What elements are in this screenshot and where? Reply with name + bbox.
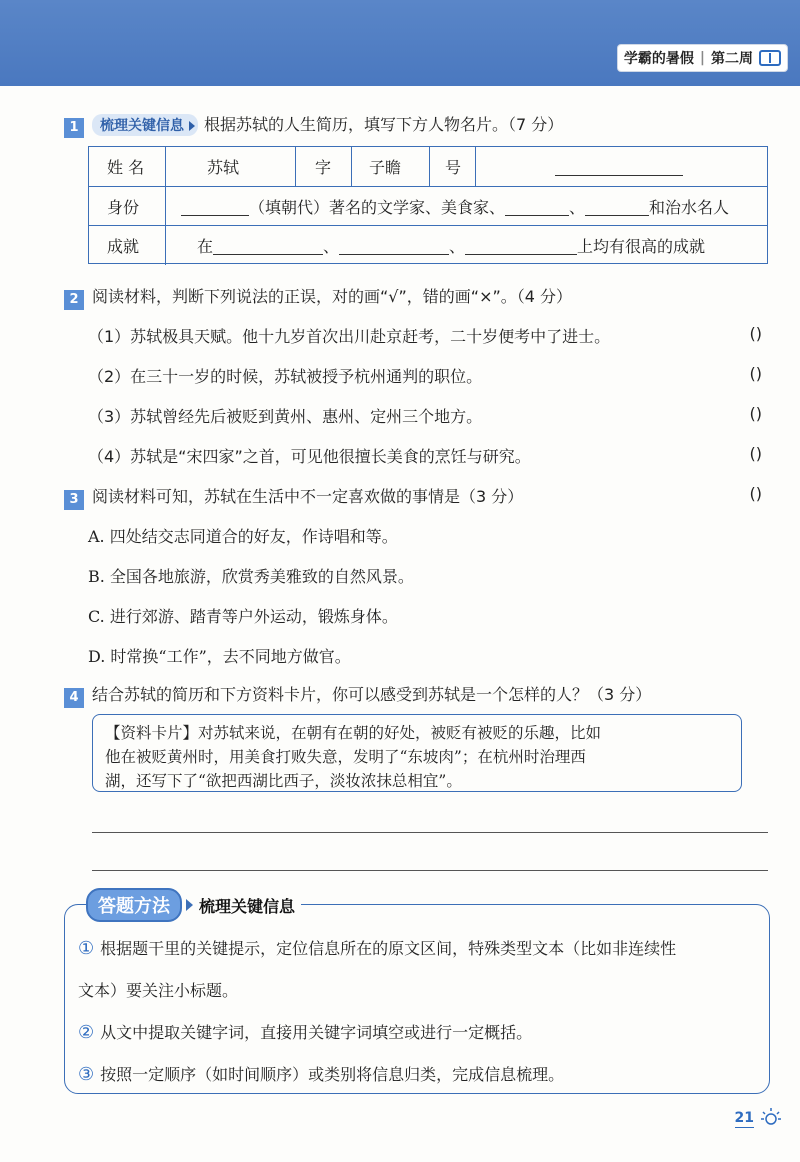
q3-answer[interactable]: (): [749, 484, 762, 503]
identity-part2: 、: [569, 198, 586, 217]
q4-text: 结合苏轼的简历和下方资料卡片，你可以感受到苏轼是一个怎样的人？（3 分）: [92, 685, 652, 704]
week-label: 第二周: [711, 51, 753, 67]
card-row-name: [89, 147, 767, 186]
method-mark-2: ②: [78, 1022, 95, 1043]
q2-answer-3[interactable]: (): [749, 404, 762, 423]
q1-heading: [64, 112, 563, 137]
card-row-identity: [89, 186, 767, 226]
identity-part3: 和治水名人: [649, 198, 730, 217]
q1-tag: 梳理关键信息: [92, 114, 198, 136]
q2-answer-4[interactable]: (): [749, 444, 762, 463]
q3-text: 阅读材料可知，苏轼在生活中不一定喜欢做的事情是（3 分）: [92, 487, 524, 506]
method-item-2: [78, 1020, 532, 1043]
header-tag: [617, 44, 788, 72]
achievement-content: [197, 226, 705, 265]
q4-number: 4: [64, 688, 84, 708]
q3-option-a: A. 四处结交志同道合的好友，作诗唱和等。: [88, 527, 398, 546]
answer-line-2[interactable]: [92, 870, 768, 871]
hao-label: 号: [445, 158, 462, 177]
q1-text: 根据苏轼的人生简历，填写下方人物名片。（7 分）: [204, 115, 564, 134]
achievement-sep2: 、: [449, 237, 466, 256]
method-text-2: 从文中提取关键字词，直接用关键字词填空或进行一定概括。: [100, 1023, 533, 1042]
method-mark-3: ③: [78, 1064, 95, 1085]
achievement-blank-1[interactable]: [213, 236, 323, 255]
achievement-blank-3[interactable]: [465, 236, 577, 255]
q2-answer-1[interactable]: (): [749, 324, 762, 343]
hao-blank[interactable]: [555, 147, 683, 186]
q2-number: 2: [64, 290, 84, 310]
q2-item-2: （2）在三十一岁的时候，苏轼被授予杭州通判的职位。: [88, 367, 483, 386]
method-item-3: [78, 1062, 564, 1085]
q1-number: 1: [64, 118, 84, 138]
method-title: [86, 890, 301, 920]
name-value: 苏轼: [207, 158, 240, 177]
method-text-1: 根据题干里的关键提示，定位信息所在的原文区间，特殊类型文本（比如非连续性: [100, 939, 677, 958]
q3-number: 3: [64, 490, 84, 510]
q3-heading: [64, 484, 523, 509]
identity-label: 身份: [107, 198, 140, 217]
method-text-1b: 文本）要关注小标题。: [78, 981, 239, 1000]
q2-item-1: （1）苏轼极具天赋。他十九岁首次出川赴京赶考，二十岁便考中了进士。: [88, 327, 611, 346]
info-line-1: 【资料卡片】对苏轼来说，在朝有在朝的好处，被贬有被贬的乐趣，比如: [105, 724, 602, 742]
arrow-icon: [186, 899, 193, 911]
person-name-card: [88, 146, 768, 264]
page-number: 21: [734, 1110, 754, 1126]
name-label: 姓 名: [107, 158, 145, 177]
q2-answer-2[interactable]: (): [749, 364, 762, 383]
method-item-1b: [78, 978, 238, 1001]
identity-content: [181, 187, 729, 226]
q2-item-4: （4）苏轼是“宋四家”之首，可见他很擅长美食的烹饪与研究。: [88, 447, 531, 466]
method-item-1: [78, 936, 676, 959]
identity-blank-1[interactable]: [505, 197, 569, 216]
method-mark-1: ①: [78, 938, 95, 959]
sun-icon: [760, 1106, 782, 1128]
identity-part1: （填朝代）著名的文学家、美食家、: [249, 198, 506, 217]
header-separator: |: [699, 50, 705, 66]
achievement-part2: 上均有很高的成就: [577, 237, 706, 256]
zi-label: 字: [315, 158, 332, 177]
series-title: 学霸的暑假: [623, 51, 694, 67]
achievement-part1: 在: [197, 237, 214, 256]
q3-option-b: B. 全国各地旅游，欣赏秀美雅致的自然风景。: [88, 567, 414, 586]
achievement-sep1: 、: [323, 237, 340, 256]
zi-value: 子瞻: [369, 158, 402, 177]
answer-line-1[interactable]: [92, 832, 768, 833]
info-line-2: 他在被贬黄州时，用美食打败失意，发明了“东坡肉”；在杭州时治理西: [105, 748, 586, 766]
dynasty-blank[interactable]: [181, 197, 249, 216]
achievement-label: 成就: [107, 237, 140, 256]
method-text-3: 按照一定顺序（如时间顺序）或类别将信息归类，完成信息梳理。: [100, 1065, 565, 1084]
q3-option-c: C. 进行郊游、踏青等户外运动，锻炼身体。: [88, 607, 398, 626]
info-card: [92, 714, 742, 792]
q2-item-3: （3）苏轼曾经先后被贬到黄州、惠州、定州三个地方。: [88, 407, 483, 426]
book-icon: [759, 50, 781, 66]
info-line-3: 湖，还写下了“欲把西湖比西子，淡妆浓抹总相宜”。: [105, 772, 462, 790]
method-subtitle: 梳理关键信息: [199, 896, 296, 916]
method-badge: 答题方法: [86, 888, 182, 922]
identity-blank-2[interactable]: [585, 197, 649, 216]
q2-heading: [64, 284, 572, 309]
q4-heading: [64, 682, 651, 707]
q2-text: 阅读材料，判断下列说法的正误，对的画“√”，错的画“×”。（4 分）: [92, 287, 573, 306]
card-row-achievement: [89, 225, 767, 265]
achievement-blank-2[interactable]: [339, 236, 449, 255]
q3-option-d: D. 时常换“工作”，去不同地方做官。: [88, 647, 351, 666]
header-band: [0, 0, 800, 86]
